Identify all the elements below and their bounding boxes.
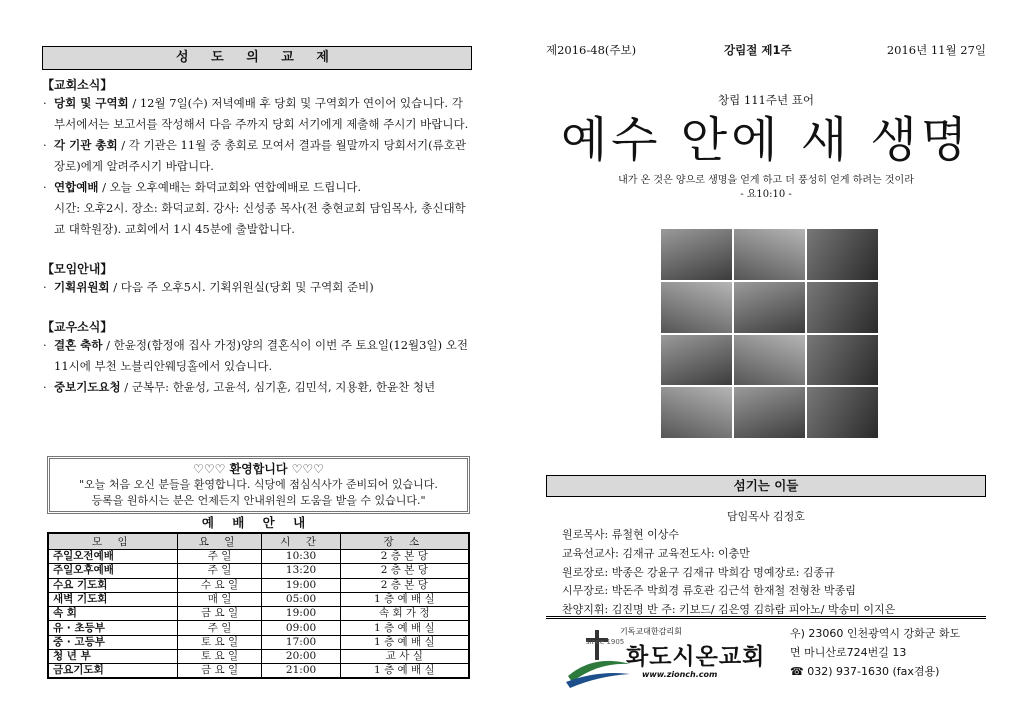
day-cell: 토 요 일 (177, 635, 262, 649)
time-cell: 10:30 (262, 550, 340, 564)
phone-line (790, 662, 990, 681)
news-item-text: / 12월 7일(수) 저녁예배 후 당회 및 구역회가 연이어 있습니다. 각 부서에서는 보고서를 작성해서 다음 주까지 당회 서기에게 제출해 주시기 바랍니다. (54, 96, 469, 131)
church-contact (790, 624, 990, 681)
bullet: · (43, 380, 47, 394)
day-cell: 토 요 일 (177, 650, 262, 664)
place-cell: 2 층 본 당 (340, 550, 469, 564)
time-cell: 19:00 (262, 607, 340, 621)
table-row (48, 550, 469, 564)
photo (807, 282, 878, 333)
news-item-text: / 각 기관은 11월 중 총회로 모여서 결과를 월말까지 당회서기(류호관 장로)에게 알려주시기 바랍니다. (54, 138, 466, 173)
day-cell: 주 일 (177, 550, 262, 564)
church-news-title: 【교회소식】 (42, 78, 113, 92)
members-title: 【교우소식】 (42, 320, 113, 334)
place-cell: 1 층 예 배 실 (340, 592, 469, 606)
time-cell: 17:00 (262, 635, 340, 649)
time-cell: 21:00 (262, 664, 340, 679)
bullet: · (43, 96, 47, 110)
column-header: 요 일 (177, 533, 262, 550)
photo (661, 335, 732, 386)
servants-section-title: 섬기는 이들 (546, 475, 986, 497)
denomination-label: 기독교대한감리회 (620, 627, 682, 636)
staff-row: 찬양지휘: 김진명 반 주: 키보드/ 김은영 김하람 피아노/ 박송미 이지은 (562, 603, 896, 617)
column-header: 시 간 (262, 533, 340, 550)
news-item (42, 93, 472, 135)
bullet: · (43, 180, 47, 194)
verse-reference: - 요10:10 - (740, 189, 792, 200)
table-row (48, 592, 469, 606)
phone-number: 032) 937-1630 (fax겸용) (807, 665, 940, 678)
place-cell: 1 층 예 배 실 (340, 664, 469, 679)
liturgical-season: 강림절 제1주 (724, 43, 792, 57)
welcome-title: ♡♡♡ 환영합니다 ♡♡♡ (193, 462, 324, 476)
church-name: 화도시온교회 (626, 644, 766, 670)
news-item (42, 177, 472, 198)
table-header-row (48, 533, 469, 550)
news-item-text: / 오늘 오후예배는 화덕교회와 연합예배로 드립니다. (98, 180, 362, 194)
address-line: 우) 23060 인천광역시 강화군 화도 (790, 627, 961, 640)
meeting-name-cell: 금요기도회 (48, 664, 177, 679)
phone-icon: ☎ (790, 665, 808, 678)
bible-verse (546, 174, 986, 202)
table-row (48, 607, 469, 621)
photo (734, 387, 805, 438)
news-item-head: 연합예배 (54, 180, 99, 194)
member-item-text: / 군복무: 한윤성, 고윤석, 심기훈, 김민석, 지용환, 한윤찬 청년 (120, 380, 436, 394)
time-cell: 19:00 (262, 578, 340, 592)
since-label: since 1905 (586, 638, 625, 646)
worship-schedule-table (47, 532, 470, 679)
place-cell: 교 사 실 (340, 650, 469, 664)
motto-title: 예수 안에 새 생명 (560, 112, 972, 168)
photo (661, 387, 732, 438)
day-cell: 금 요 일 (177, 664, 262, 679)
time-cell: 05:00 (262, 592, 340, 606)
photo (807, 335, 878, 386)
staff-row: 원로목사: 류철현 이상수 (562, 528, 679, 541)
member-item-text: / 한윤정(함정애 집사 가정)양의 결혼식이 이번 주 토요일(12월3일) 오전11시에 부천 노블리안웨딩홀에서 있습니다. (54, 338, 468, 373)
column-header: 장 소 (340, 533, 469, 550)
staff-row: 시무장로: 박돈주 박희경 류호관 김근석 한재철 전형찬 박종림 (562, 584, 856, 598)
staff-row: 교육선교사: 김재규 교육전도사: 이충만 (562, 546, 750, 560)
worship-guide-title: 예 배 안 내 (201, 515, 313, 530)
place-cell: 1 층 예 배 실 (340, 621, 469, 635)
day-cell: 주 일 (177, 564, 262, 578)
church-website: www.zionch.com (642, 670, 718, 679)
place-cell: 1 층 예 배 실 (340, 635, 469, 649)
meeting-item (42, 277, 472, 298)
meeting-name-cell: 중 · 고등부 (48, 635, 177, 649)
day-cell: 주 일 (177, 621, 262, 635)
photo (807, 229, 878, 280)
day-cell: 매 일 (177, 592, 262, 606)
left-page (42, 46, 472, 398)
member-item (42, 335, 472, 377)
meeting-name-cell: 속 회 (48, 607, 177, 621)
meeting-name-cell: 청 년 부 (48, 650, 177, 664)
welcome-line: "오늘 처음 오신 분들을 환영합니다. 식당에 점심식사가 준비되어 있습니다. (79, 478, 438, 491)
bullet: · (43, 338, 47, 352)
church-logo (564, 624, 774, 694)
staff-row: 원로장로: 박종은 강윤구 김재규 박희감 명예장로: 김종규 (562, 565, 835, 579)
verse-text: 내가 온 것은 양으로 생명을 얻게 하고 더 풍성히 얻게 하려는 것이라 (618, 175, 914, 186)
meeting-name-cell: 수요 기도회 (48, 578, 177, 592)
bullet: · (43, 280, 47, 294)
bullet: · (43, 138, 47, 152)
place-cell: 2 층 본 당 (340, 564, 469, 578)
welcome-box (47, 456, 470, 514)
photo (734, 335, 805, 386)
table-row (48, 621, 469, 635)
staff-list (562, 526, 992, 620)
bulletin-date: 2016년 11월 27일 (886, 43, 986, 57)
news-item-head: 당회 및 구역회 (54, 96, 129, 110)
section-title-fellowship: 성 도 의 교 제 (42, 46, 472, 70)
issue-number: 제2016-48(주보) (546, 43, 637, 57)
welcome-line: 등록을 원하시는 분은 언제든지 안내위원의 도움을 받을 수 있습니다." (91, 494, 426, 507)
address-line: 면 마니산로724번길 13 (790, 646, 907, 659)
member-item (42, 377, 472, 398)
meeting-name-cell: 주일오전예배 (48, 550, 177, 564)
table-row (48, 650, 469, 664)
church-history-photo-collage (661, 229, 878, 438)
meeting-title: 【모임안내】 (42, 262, 113, 276)
time-cell: 09:00 (262, 621, 340, 635)
place-cell: 속 회 가 정 (340, 607, 469, 621)
table-row (48, 635, 469, 649)
member-item-head: 결혼 축하 (54, 338, 103, 352)
anniversary-motto-label: 창립 111주년 표어 (718, 93, 814, 107)
footer-divider (546, 616, 986, 619)
photo (734, 282, 805, 333)
table-row (48, 564, 469, 578)
table-row (48, 664, 469, 679)
day-cell: 금 요 일 (177, 607, 262, 621)
photo (807, 387, 878, 438)
meeting-name-cell: 주일오후예배 (48, 564, 177, 578)
meeting-name-cell: 유 · 초등부 (48, 621, 177, 635)
news-item (42, 135, 472, 177)
time-cell: 13:20 (262, 564, 340, 578)
senior-pastor: 담임목사 김정호 (727, 510, 805, 523)
photo (661, 229, 732, 280)
joint-worship-detail: 시간: 오후2시. 장소: 화덕교회. 강사: 신성종 목사(전 충현교회 담임목사, 총신대학교 대학원장). 교회에서 1시 45분에 출발합니다. (54, 201, 466, 236)
column-header: 모 임 (48, 533, 177, 550)
member-item-head: 중보기도요청 (54, 380, 121, 394)
meeting-name-cell: 새벽 기도회 (48, 592, 177, 606)
day-cell: 수 요 일 (177, 578, 262, 592)
photo (734, 229, 805, 280)
meeting-item-head: 기획위원회 (54, 280, 110, 294)
photo (661, 282, 732, 333)
place-cell: 2 층 본 당 (340, 578, 469, 592)
time-cell: 20:00 (262, 650, 340, 664)
news-item-head: 각 기관 총회 (54, 138, 118, 152)
meeting-item-text: / 다음 주 오후5시. 기획위원실(당회 및 구역회 준비) (109, 280, 374, 294)
table-row (48, 578, 469, 592)
